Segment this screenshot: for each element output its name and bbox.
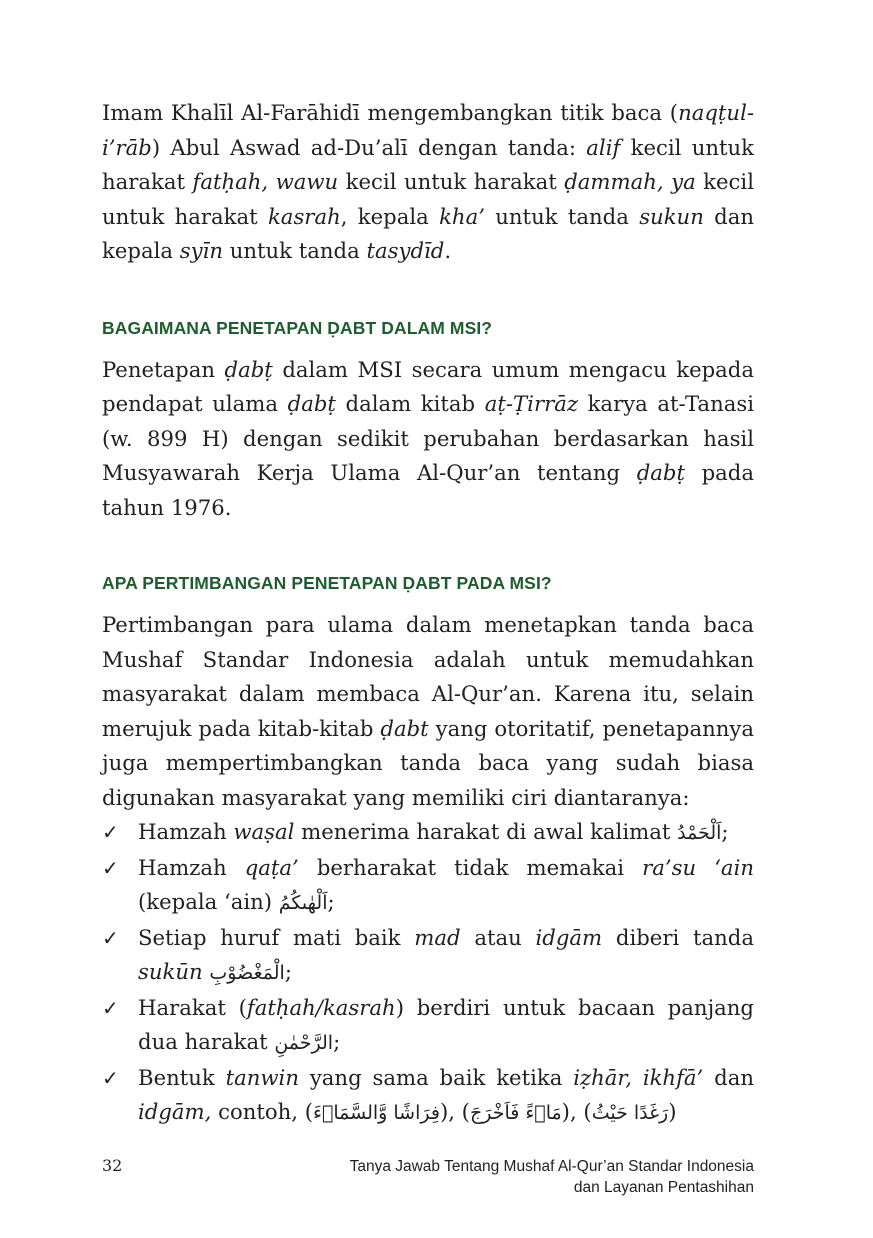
italic-term: wawu <box>275 169 339 194</box>
text: dan kepala <box>102 203 755 263</box>
italic-term: ḍabṭ <box>224 356 273 382</box>
italic-term: fatḥah, <box>192 169 269 194</box>
text: ) <box>668 1099 677 1124</box>
text: yang otoritatif, penetapannya juga mempertimbangkan tanda baca yang sudah biasa digunakan masyarakat yang memiliki ciri diantaranya: <box>102 715 754 810</box>
text: ), ( <box>561 1099 592 1124</box>
italic-term: mad <box>414 924 461 950</box>
italic-term: kha’ <box>439 203 485 229</box>
arabic-text: رَغَدًا حَيْثُ <box>591 1102 669 1124</box>
checkmark-icon: ✓ <box>102 925 119 950</box>
page-number: 32 <box>102 1156 123 1175</box>
arabic-text: الْمَغْضُوْبِ <box>209 962 285 984</box>
section1-paragraph <box>102 353 754 526</box>
text: Hamzah <box>138 819 234 844</box>
text: dan <box>703 1064 754 1090</box>
arabic-text: اَلْحَمْدُ <box>677 822 722 844</box>
running-title-line: dan Layanan Pentashihan <box>573 1179 754 1196</box>
text: dalam MSI secara umum mengacu kepada pendapat ulama <box>102 356 755 416</box>
text <box>268 169 275 194</box>
italic-term: ḍabṭ <box>636 460 685 485</box>
text: ), ( <box>439 1099 470 1124</box>
list-item <box>102 921 754 991</box>
text: Pertimbangan para ulama dalam menetapkan tanda baca Mushaf Standar Indonesia adalah untuk memudahkan masyarakat dalam membaca Al-Qur’an. Karena itu, selain merujuk pada kitab-kitab <box>102 612 754 741</box>
section2-paragraph <box>102 608 754 815</box>
text: untuk tanda <box>484 203 640 229</box>
page-content <box>102 96 754 1131</box>
list-item <box>102 815 754 851</box>
text: ) berdiri untuk bacaan panjang dua harakat <box>138 994 754 1054</box>
text: ; <box>721 819 729 844</box>
text: karya at-Tanasi (w. 899 H) dengan sedikit perubahan berdasarkan hasil Musyawarah Kerja Ulama Al-Qur’an tentang <box>102 391 754 485</box>
text: Hamzah <box>138 854 245 880</box>
arabic-text: فِرَاشًا وَّالسَّمَاۤءَ <box>313 1102 440 1124</box>
italic-term: sukun <box>639 203 704 229</box>
italic-term: ḍabt <box>380 715 429 741</box>
list-item <box>102 991 754 1061</box>
italic-term: tasydīd <box>366 238 445 263</box>
text: berharakat tidak memakai <box>298 854 643 880</box>
italic-term: fatḥah/kasrah <box>246 994 396 1020</box>
list-item <box>102 1061 754 1131</box>
checkmark-icon: ✓ <box>102 855 119 880</box>
text: ) Abul Aswad ad-Du’alī dengan tanda: <box>151 134 587 160</box>
section-heading: APA PERTIMBANGAN PENETAPAN ḌABT PADA MSI? <box>102 573 552 593</box>
checklist <box>102 815 754 1131</box>
italic-term: qaṭa’ <box>244 854 299 880</box>
text: (kepala ‘ain) <box>138 889 279 914</box>
text: diberi tanda <box>602 924 754 950</box>
italic-term: tanwin <box>225 1064 299 1090</box>
italic-term: aṭ-Ṭirrāz <box>484 391 578 416</box>
text: dalam kitab <box>335 391 485 416</box>
running-title <box>350 1156 754 1198</box>
text: ; <box>333 1029 341 1054</box>
italic-term: iẓhār, ikhfā’ <box>573 1064 704 1090</box>
text: kecil untuk harakat <box>102 134 754 194</box>
text: Imam Khalīl Al-Farāhidī mengembangkan titik baca ( <box>102 100 679 125</box>
checkmark-icon: ✓ <box>102 1065 119 1090</box>
italic-term: ra’su ‘ain <box>642 854 754 880</box>
text: menerima harakat di awal kalimat <box>294 819 678 844</box>
text: Setiap huruf mati baik <box>138 924 415 950</box>
arabic-text: مَاۤءً فَاَخْرَجَ <box>469 1102 562 1124</box>
italic-term: ḍabṭ <box>287 391 336 416</box>
checkmark-icon: ✓ <box>102 995 119 1020</box>
section-heading: BAGAIMANA PENETAPAN ḌABT DALAM MSI? <box>102 317 493 338</box>
text: atau <box>460 924 536 950</box>
arabic-text: اَلْهٰىكُمُ <box>278 892 328 914</box>
text: contoh, ( <box>211 1099 314 1124</box>
italic-term: naqṭul-i’rāb <box>102 100 754 160</box>
text: kecil untuk harakat <box>338 169 565 194</box>
italic-term: waṣal <box>233 819 295 844</box>
text: pada tahun 1976. <box>102 460 755 520</box>
arabic-text: الرَّحْمٰنِ <box>274 1032 334 1054</box>
running-title-line: Tanya Jawab Tentang Mushaf Al-Qur’an Standar Indonesia <box>349 1158 754 1175</box>
list-item <box>102 851 754 921</box>
text: Bentuk <box>138 1064 226 1090</box>
text: kecil untuk harakat <box>102 169 754 229</box>
italic-term: alif <box>586 134 621 160</box>
italic-term: idgām <box>535 924 603 950</box>
italic-term: ḍammah, ya <box>564 169 696 194</box>
checkmark-icon: ✓ <box>102 820 119 844</box>
italic-term: sukūn <box>138 959 203 984</box>
text: ; <box>327 889 335 914</box>
text: , kepala <box>340 203 440 229</box>
italic-term: syīn <box>179 238 223 263</box>
text: . <box>444 238 452 263</box>
text: untuk tanda <box>222 238 367 263</box>
text: Harakat ( <box>138 994 247 1020</box>
italic-term: kasrah <box>267 203 341 229</box>
text: yang sama baik ketika <box>298 1064 574 1090</box>
italic-term: idgām, <box>138 1099 212 1124</box>
intro-paragraph <box>102 96 754 269</box>
text: ; <box>284 959 292 984</box>
text: Penetapan <box>102 356 225 382</box>
